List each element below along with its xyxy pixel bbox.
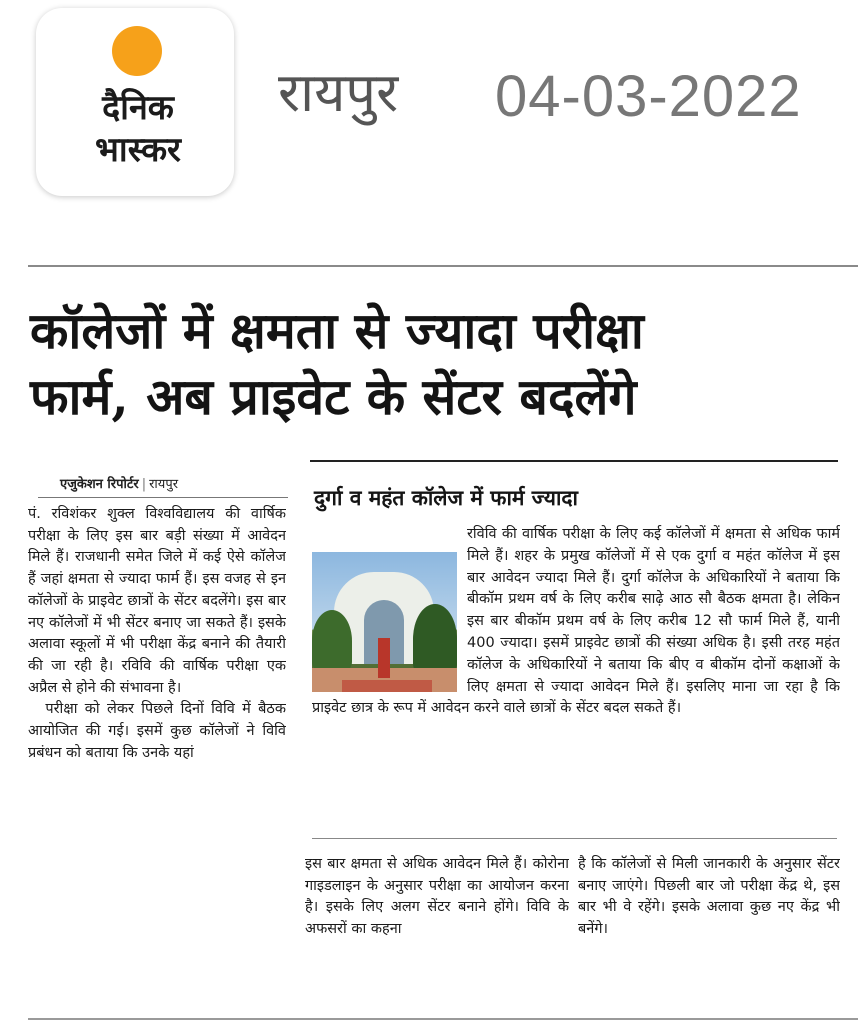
tree-shape	[312, 610, 352, 672]
bottom-divider	[28, 1018, 858, 1020]
byline	[60, 474, 178, 492]
paragraph: इस बार क्षमता से अधिक आवेदन मिले हैं। कोरोना गाइडलाइन के अनुसार परीक्षा का आयोजन करना है। इसके लिए अलग सेंटर बनाने होंगे। विवि के अफसरों का कहना	[305, 856, 569, 938]
byline-reporter: एजुकेशन रिपोर्टर	[60, 477, 139, 492]
sidebar-story	[312, 524, 840, 830]
newspaper-logo	[36, 8, 234, 196]
article-column-3	[578, 854, 840, 994]
sun-icon	[112, 26, 162, 76]
statue-shape	[378, 638, 390, 678]
sidebar-text: रविवि की वार्षिक परीक्षा के लिए कई कॉलेजों में क्षमता से अधिक फार्म मिले हैं। शहर के प्रमुख कॉलेजों में से एक दुर्गा व महंत कॉलेज में इस बार आवेदन ज्यादा मिले हैं। दुर्गा कॉलेज के अधिकारियों ने बताया कि बीकॉम प्रथम वर्ष के लिए करीब साढ़े आठ सौ बैठक क्षमता है। लेकिन इस बार बीकॉम प्रथम वर्ष के लिए करीब 12 सौ फार्म मिले हैं, यानी 400 ज्यादा। इसमें प्राइवेट छात्रों की संख्या अधिक है। इसी तरह महंत कॉलेज के अधिकारियों ने बताया कि बीए व बीकॉम दोनों कक्षाओं के लिए क्षमता से ज्यादा आवेदन मिले हैं। इसलिए माना जा रहा है कि प्राइवेट छात्र के रूप में आवेदन करने वाले छात्रों के सेंटर बदल सकते हैं।	[312, 526, 840, 717]
byline-separator: |	[141, 477, 147, 492]
article-column-2	[305, 854, 569, 994]
top-divider	[28, 265, 858, 267]
paragraph: परीक्षा को लेकर पिछले दिनों विवि में बैठक आयोजित की गई। इसमें कुछ कॉलेजों ने विवि प्रबंधन को बताया कि उनके यहां	[28, 701, 286, 761]
headline-divider	[310, 460, 838, 462]
edition-date: 04-03-2022	[495, 64, 802, 129]
college-photo	[312, 552, 457, 692]
byline-city: रायपुर	[149, 477, 179, 492]
edition-city: रायपुर	[278, 61, 399, 124]
article-headline	[30, 298, 845, 430]
headline-line-2: फार्म, अब प्राइवेट के सेंटर बदलेंगे	[30, 367, 637, 426]
article-column-1	[28, 504, 286, 994]
paragraph: पं. रविशंकर शुक्ल विश्वविद्यालय की वार्षिक परीक्षा के लिए इस बार बड़ी संख्या में आवेदन मिले हैं। राजधानी समेत जिले में कई ऐसे कॉलेज हैं जहां क्षमता से ज्यादा फार्म हैं। इस वजह से इन कॉलेजों के प्राइवेट छात्रों के सेंटर बदलेंगे। इस बार नए कॉलेजों में भी सेंटर बनाए जा सकते हैं। इसके अलावा स्कूलों में भी परीक्षा केंद्र बनाने की तैयारी की जा रही है। रविवि की वार्षिक परीक्षा एक अप्रैल से होने की संभावना है।	[28, 506, 286, 696]
logo-text-line2: भास्कर	[95, 130, 181, 170]
tree-shape	[413, 604, 457, 674]
sidebar-subhead: दुर्गा व महंत कॉलेज में फार्म ज्यादा	[314, 486, 578, 510]
road-shape	[342, 680, 432, 692]
logo-text-line1: दैनिक	[102, 88, 174, 128]
headline-line-1: कॉलेजों में क्षमता से ज्यादा परीक्षा	[30, 301, 644, 360]
paragraph: है कि कॉलेजों से मिली जानकारी के अनुसार सेंटर बनाए जाएंगे। पिछली बार जो परीक्षा केंद्र थे, इस बार भी वे रहेंगे। इसके अलावा कुछ नए केंद्र भी बनेंगे।	[578, 856, 840, 938]
byline-divider	[38, 497, 288, 498]
sidebar-divider	[312, 838, 837, 839]
